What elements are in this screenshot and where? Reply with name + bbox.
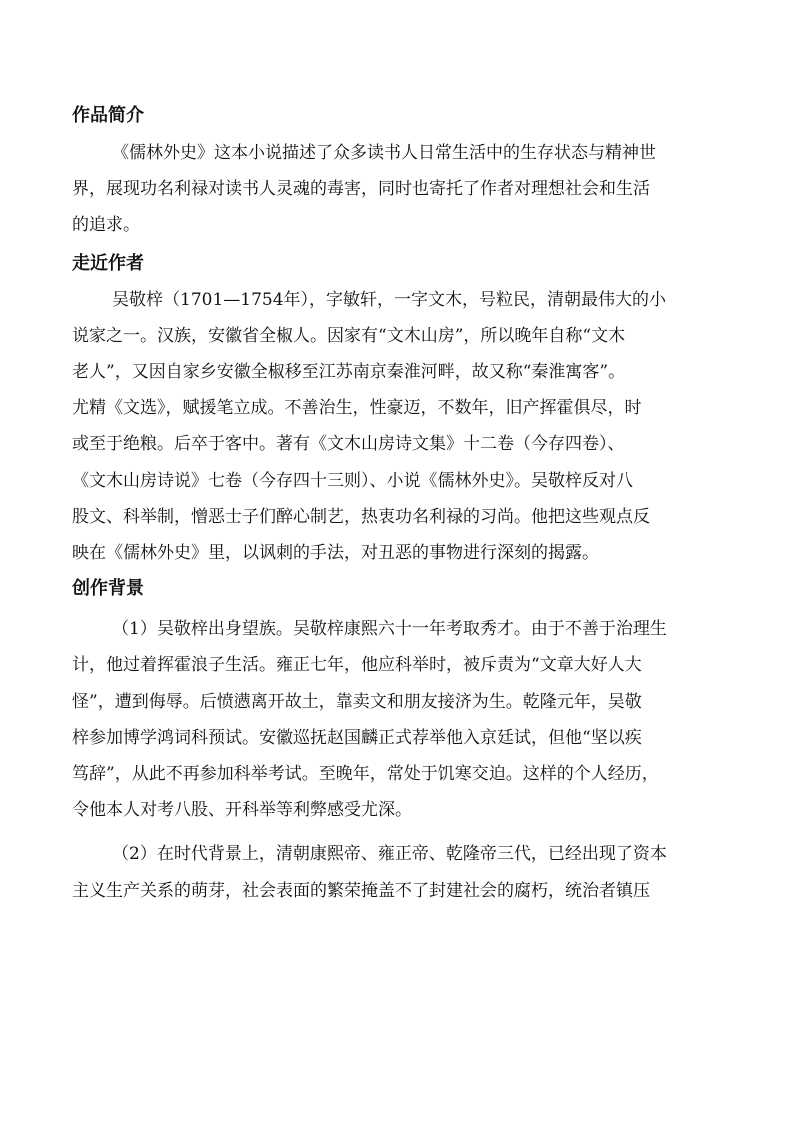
text-line: 笃辞”，从此不再参加科举考试。至晚年，常处于饥寒交迫。这样的个人经历， — [72, 764, 659, 785]
text-line: 老人”，又因自家乡安徽全椒移至江苏南京秦淮河畔，故又称“秦淮寓客”。 — [72, 362, 626, 383]
background-paragraph-2 — [72, 836, 722, 908]
background-paragraph-1 — [72, 611, 722, 828]
text-line: 说家之一。汉族，安徽省全椒人。因家有“文木山房”，所以晚年自称“文木 — [72, 325, 626, 346]
intro-paragraph — [72, 135, 722, 244]
text-line: 令他本人对考八股、开科举等利弊感受尤深。 — [72, 800, 412, 821]
text-line: 的追求。 — [72, 215, 140, 236]
author-paragraph — [72, 282, 722, 572]
document-content — [72, 101, 722, 909]
section-heading-author: 走近作者 — [72, 252, 144, 274]
section-heading-intro: 作品简介 — [72, 105, 144, 126]
text-line: 主义生产关系的萌芽，社会表面的繁荣掩盖不了封建社会的腐朽，统治者镇压 — [72, 880, 650, 901]
text-line: 股文、科举制，憎恶士子们醉心制艺，热衷功名利禄的习尚。他把这些观点反 — [72, 506, 650, 527]
text-line: 《文木山房诗说》七卷（今存四十三则）、小说《儒林外史》。吴敬梓反对八 — [72, 470, 633, 491]
section-heading-background: 创作背景 — [72, 578, 144, 600]
text-line: 尤精《文选》，赋援笔立成。不善治生，性豪迈，不数年，旧产挥霍俱尽，时 — [72, 398, 642, 419]
text-line: 《儒林外史》这本小说描述了众多读书人日常生活中的生存状态与精神世 — [112, 143, 656, 163]
text-line: 计，他过着挥霍浪子生活。雍正七年，他应科举时，被斥责为“文章大好人大 — [72, 655, 642, 676]
text-line: 或至于绝粮。后卒于客中。著有《文木山房诗文集》十二卷（今存四卷）、 — [72, 434, 625, 455]
text-line: 界，展现功名利禄对读书人灵魂的毒害，同时也寄托了作者对理想社会和生活 — [72, 179, 650, 200]
text-line: （1）吴敬梓出身望族。吴敬梓康熙六十一年考取秀才。由于不善于治理生 — [112, 619, 667, 640]
text-line: 梓参加博学鸿词科预试。安徽巡抚赵国麟正式荐举他入京廷试，但他“坚以疾 — [72, 727, 642, 748]
text-line: 怪”，遭到侮辱。后愤懑离开故土，靠卖文和朋友接济为生。乾隆元年，吴敬 — [72, 691, 642, 712]
text-line: （2）在时代背景上，清朝康熙帝、雍正帝、乾隆帝三代，已经出现了资本 — [112, 844, 667, 865]
text-line: 吴敬梓（1701—1754年），字敏轩，一字文木，号粒民，清朝最伟大的小 — [112, 289, 667, 310]
text-line: 映在《儒林外史》里，以讽刺的手法，对丑恶的事物进行深刻的揭露。 — [72, 543, 599, 564]
